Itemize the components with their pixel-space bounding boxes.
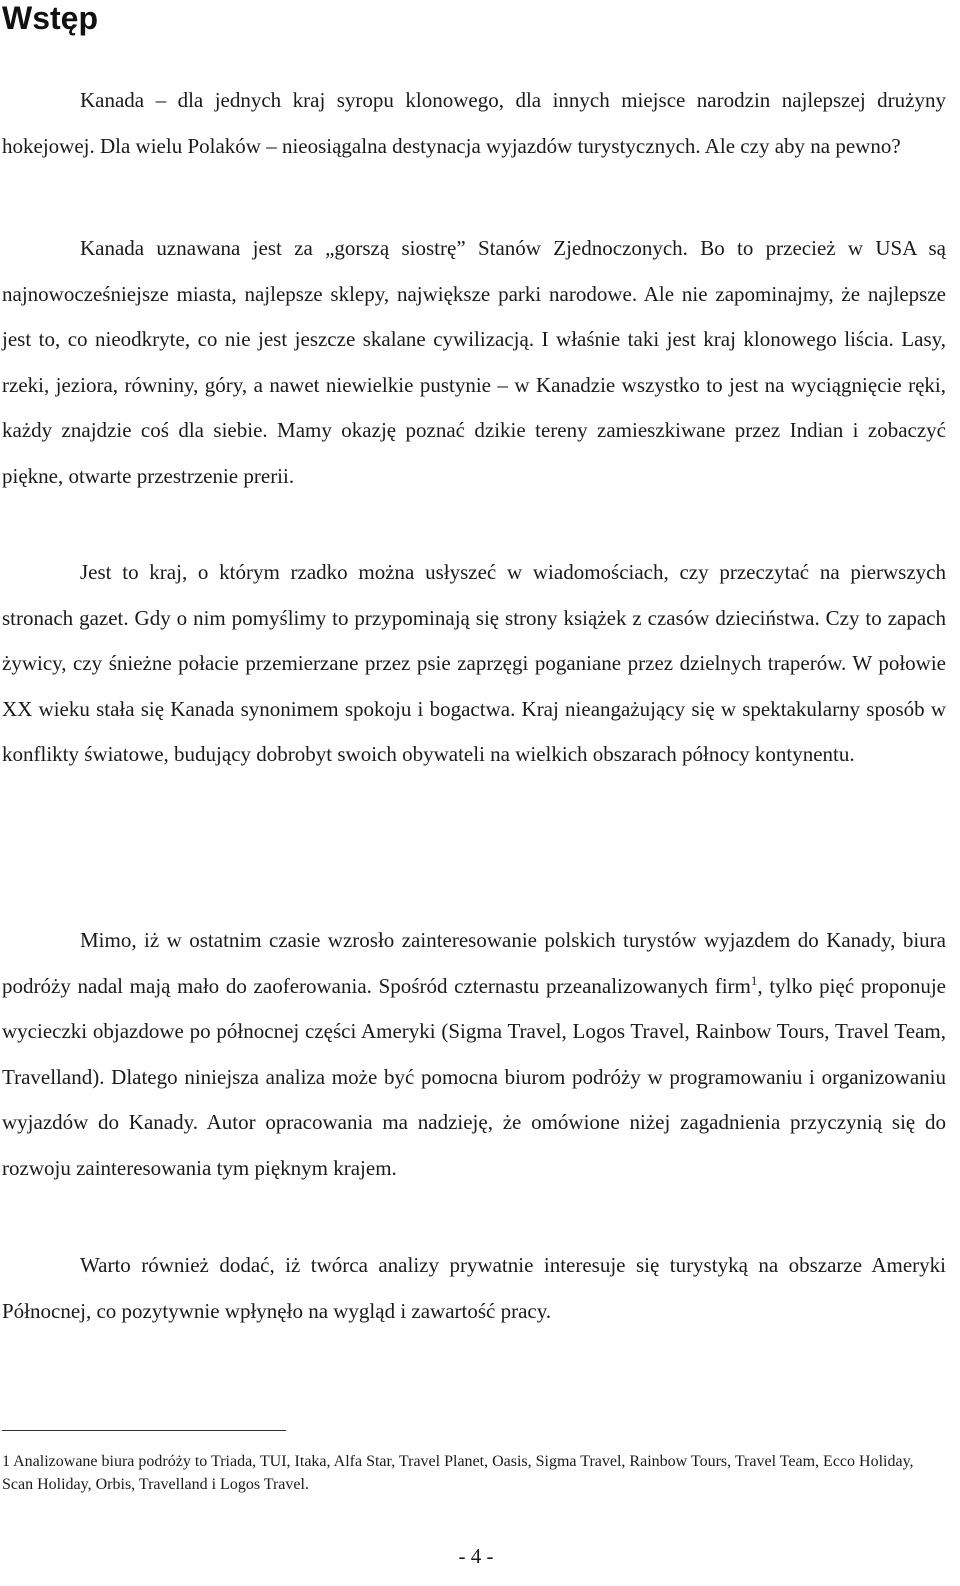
paragraph-author-interest: Warto również dodać, iż twórca analizy prywatnie interesuje się turystyką na obszarze Ameryki Północnej, co pozytywnie wpłynęło na wygląd i zawartość pracy. bbox=[2, 1253, 946, 1323]
paragraph-text-after-ref: , tylko pięć proponuje wycieczki objazdowe po północnej części Ameryki (Sigma Travel, Logos Travel, Rainbow Tours, Travel Team, Travelland). Dlatego niniejsza analiza może być pomocna biurom podróży w programowaniu i organizowaniu wyjazdów do Kanady. Autor opracowania ma nadzieję, że omówione niżej zagadnienia przyczynią się do rozwoju zainteresowania tym pięknym krajem. bbox=[2, 973, 947, 1180]
paragraph-text-before-ref: Mimo, iż w ostatnim czasie wzrosło zainteresowanie polskich turystów wyjazdem do Kanady, biura podróży nadal mają mało do zaoferowania. Spośród czternastu przeanalizowanych firm bbox=[2, 928, 946, 998]
footnote-separator bbox=[2, 1430, 286, 1431]
paragraph-intro: Kanada – dla jednych kraj syropu klonowego, dla innych miejsce narodzin najlepszej drużyny hokejowej. Dla wielu Polaków – nieosiągalna destynacja wyjazdów turystycznych. Ale czy aby na pewno? bbox=[2, 88, 946, 158]
footnote-text: 1 Analizowane biura podróży to Triada, TUI, Itaka, Alfa Star, Travel Planet, Oasis, Sigma Travel, Rainbow Tours, Travel Team, Ecco Holiday, Scan Holiday, Orbis, Travelland i Logos Travel. bbox=[2, 1453, 914, 1493]
page-number: - 4 - bbox=[458, 1544, 494, 1568]
footnote-reference[interactable]: 1 bbox=[750, 972, 758, 988]
paragraph-country-image: Jest to kraj, o którym rzadko można usłyszeć w wiadomościach, czy przeczytać na pierwszych stronach gazet. Gdy o nim pomyślimy to przypominają się strony książek z czasów dzieciństwa. Czy to zapach żywicy, czy śnieżne połacie przemierzane przez psie zaprzęgi poganiane przez dzielnych traperów. W połowie XX wieku stała się Kanada synonimem spokoju i bogactwa. Kraj nieangażujący się w spektakularny sposób w konflikty światowe, budujący dobrobyt swoich obywateli na wielkich obszarach północy kontynentu. bbox=[2, 560, 946, 766]
paragraph-travel-agencies bbox=[2, 918, 946, 1191]
paragraph-comparison-usa: Kanada uznawana jest za „gorszą siostrę” Stanów Zjednoczonych. Bo to przecież w USA są najnowocześniejsze miasta, najlepsze sklepy, największe parki narodowe. Ale nie zapominajmy, że najlepsze jest to, co nieodkryte, co nie jest jeszcze skalane cywilizacją. I właśnie taki jest kraj klonowego liścia. Lasy, rzeki, jeziora, równiny, góry, a nawet niewielkie pustynie – w Kanadzie wszystko to jest na wyciągnięcie ręki, każdy znajdzie coś dla siebie. Mamy okazję poznać dzikie tereny zamieszkiwane przez Indian i zobaczyć piękne, otwarte przestrzenie prerii. bbox=[2, 236, 946, 488]
section-title: Wstęp bbox=[2, 0, 98, 36]
